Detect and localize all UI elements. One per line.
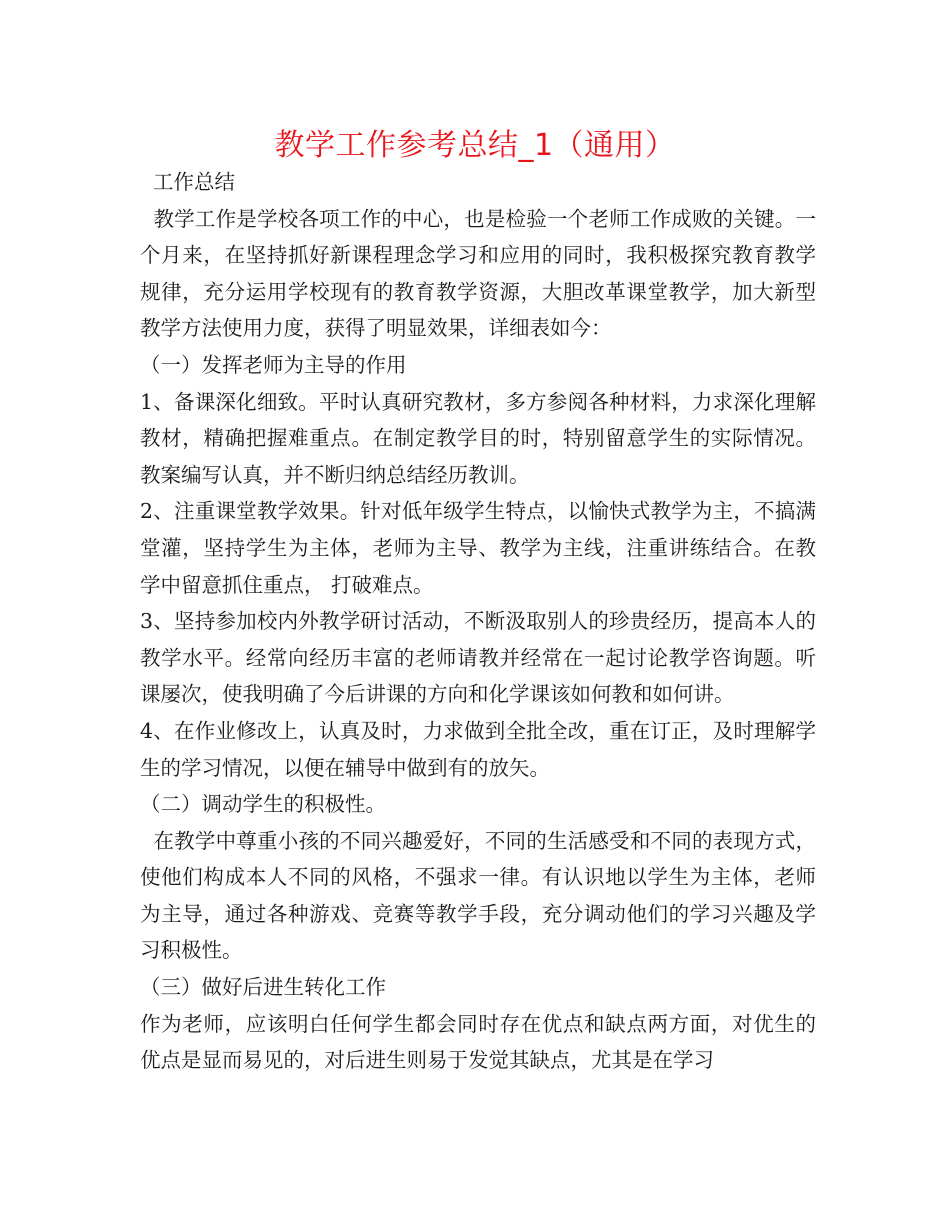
section-heading-2: （二）调动学生的积极性。 — [140, 792, 386, 817]
document-title: 教学工作参考总结_1（通用） — [274, 128, 676, 163]
paragraph-motivation: 在教学中尊重小孩的不同兴趣爱好，不同的生活感受和不同的表现方式，使他们构成本人不同的风格，不强求一律。有认识地以学生为主体，老师为主导，通过各种游戏、竞赛等教学手段，充分调动他们的学习兴趣及学习积极性。 — [140, 828, 816, 963]
section-label-summary: 工作总结 — [140, 170, 236, 194]
list-item-2: 2、注重课堂教学效果。针对低年级学生特点，以愉快式教学为主，不搞满堂灌，坚持学生为主体，老师为主导、教学为主线，注重讲练结合。在教学中留意抓住重点， 打破难点。 — [140, 499, 816, 597]
paragraph-underachievers: 作为老师，应该明白任何学生都会同时存在优点和缺点两方面，对优生的优点是显而易见的，对后进生则易于发觉其缺点，尤其是在学习 — [140, 1011, 816, 1073]
list-item-1: 1、备课深化细致。平时认真研究教材，多方参阅各种材料，力求深化理解教材，精确把握难重点。在制定教学目的时，特别留意学生的实际情况。教案编写认真，并不断归纳总结经历教训。 — [140, 389, 816, 487]
list-item-3: 3、坚持参加校内外教学研讨活动，不断汲取别人的珍贵经历，提高本人的教学水平。经常向经历丰富的老师请教并经常在一起讨论教学咨询题。听课屡次，使我明确了今后讲课的方向和化学课该如何教和如何讲。 — [140, 609, 816, 707]
section-heading-1: （一）发挥老师为主导的作用 — [140, 352, 407, 377]
document-body — [140, 164, 816, 1079]
list-item-4: 4、在作业修改上，认真及时，力求做到全批全改，重在订正，及时理解学生的学习情况，以便在辅导中做到有的放矢。 — [140, 718, 816, 780]
intro-paragraph: 教学工作是学校各项工作的中心，也是检验一个老师工作成败的关键。一个月来，在坚持抓好新课程理念学习和应用的同时，我积极探究教育教学规律，充分运用学校现有的教育教学资源，大胆改革课堂教学，加大新型教学方法使用力度，获得了明显效果，详细表如今： — [140, 206, 816, 341]
section-heading-3: （三）做好后进生转化工作 — [140, 975, 386, 1000]
